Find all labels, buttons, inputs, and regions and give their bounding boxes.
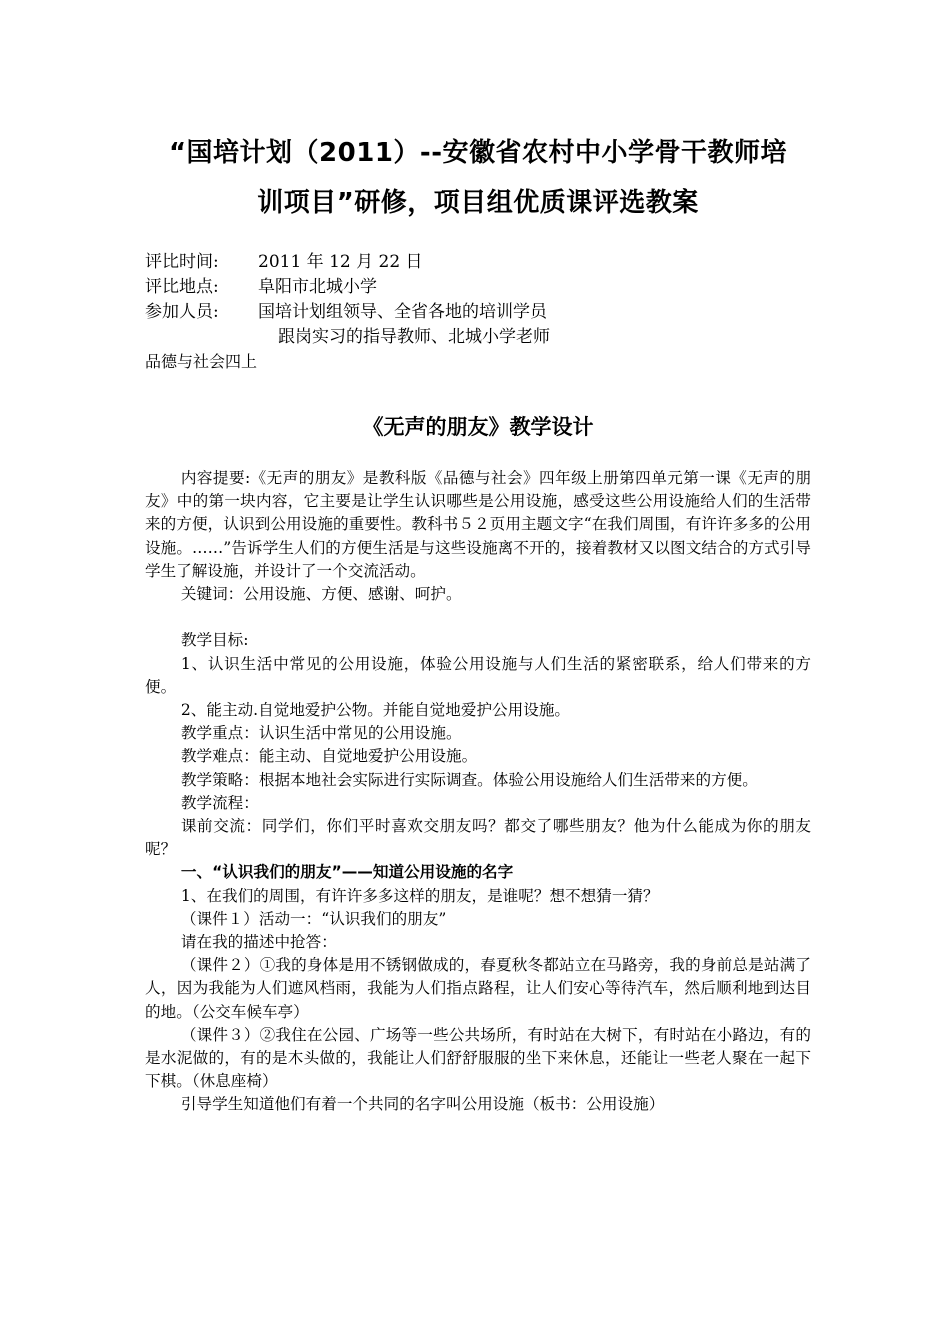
people-label: 参加人员: bbox=[145, 302, 219, 322]
process-heading: 教学流程： bbox=[180, 793, 259, 812]
strategy: 教学策略：根据本地社会实际进行实际调查。体验公用设施给人们生活带来的方便。 bbox=[180, 770, 758, 789]
goal-2: 2、能主动.自觉地爱护公物。并能自觉地爱护公用设施。 bbox=[180, 701, 571, 720]
summary-paragraph: 内容提要:《无声的朋友》是教科版《品德与社会》四年级上册第四单元第一课《无声的朋友》中的第一块内容，它主要是让学生认识哪些是公用设施，感受这些公用设施给人们的生活带来的方便，认识到公用设施的重要性。教科书５２页用主题文字“在我们周围，有许许多多的公用设施。……”告诉学生人们的方便生活是与这些设施离不开的，接着教材又以图文结合的方式引导学生了解设施，并设计了一个交流活动。 bbox=[145, 469, 811, 580]
keywords-paragraph: 关键词：公用设施、方便、感谢、呵护。 bbox=[180, 585, 462, 604]
info-people bbox=[145, 300, 811, 325]
place-label: 评比地点: bbox=[145, 277, 219, 297]
people-value-2: 跟岗实习的指导教师、北城小学老师 bbox=[278, 327, 550, 347]
goals-heading: 教学目标: bbox=[180, 631, 249, 650]
time-label: 评比时间: bbox=[145, 252, 219, 272]
people-value-1: 国培计划组领导、全省各地的培训学员 bbox=[258, 302, 547, 322]
time-value: 2011 年 12 月 22 日 bbox=[258, 252, 423, 272]
lesson-title: 《无声的朋友》教学设计 bbox=[362, 415, 594, 439]
document-title bbox=[145, 128, 811, 228]
step-1: 1、在我们的周围，有许许多多这样的朋友，是谁呢？想不想猜一猜？ bbox=[180, 886, 659, 905]
blank-line bbox=[145, 606, 811, 629]
guide: 引导学生知道他们有着一个共同的名字叫公用设施（板书：公用设施） bbox=[180, 1095, 665, 1114]
info-time bbox=[145, 250, 811, 275]
info-people-cont bbox=[145, 325, 811, 350]
evaluation-info bbox=[145, 250, 811, 374]
document-page bbox=[145, 128, 811, 1117]
pre-class: 课前交流：同学们，你们平时喜欢交朋友吗？都交了哪些朋友？他为什么能成为你的朋友呢？ bbox=[145, 817, 811, 859]
goal-1: 1、认识生活中常见的公用设施，体验公用设施与人们生活的紧密联系，给人们带来的方便。 bbox=[145, 654, 811, 696]
prompt: 请在我的描述中抢答： bbox=[180, 933, 337, 952]
section-1-heading: 一、“认识我们的朋友”——知道公用设施的名字 bbox=[180, 863, 514, 882]
courseware-3: （课件３）②我住在公园、广场等一些公共场所，有时站在大树下，有时站在小路边，有的是水泥做的，有的是木头做的，我能让人们舒舒服服的坐下来休息，还能让一些老人聚在一起下下棋。（休息座椅） bbox=[145, 1025, 811, 1091]
place-value: 阜阳市北城小学 bbox=[258, 277, 377, 297]
subject-line: 品德与社会四上 bbox=[145, 352, 258, 371]
courseware-2: （课件２）①我的身体是用不锈钢做成的，春夏秋冬都站立在马路旁，我的身前总是站满了人，因为我能为人们遮风档雨，我能为人们指点路程，让人们安心等待汽车，然后顺利地到达目的地。（公交车候车亭） bbox=[145, 956, 811, 1021]
key-point: 教学重点：认识生活中常见的公用设施。 bbox=[180, 724, 462, 743]
title-line-1: “国培计划（2011）--安徽省农村中小学骨干教师培 bbox=[168, 138, 788, 168]
lesson-body bbox=[145, 467, 811, 1117]
activity-1: （课件１）活动一：“认识我们的朋友” bbox=[180, 909, 447, 928]
info-place bbox=[145, 275, 811, 300]
title-line-2: 训项目”研修，项目组优质课评选教案 bbox=[257, 188, 699, 218]
difficulty: 教学难点：能主动、自觉地爱护公用设施。 bbox=[180, 747, 478, 766]
